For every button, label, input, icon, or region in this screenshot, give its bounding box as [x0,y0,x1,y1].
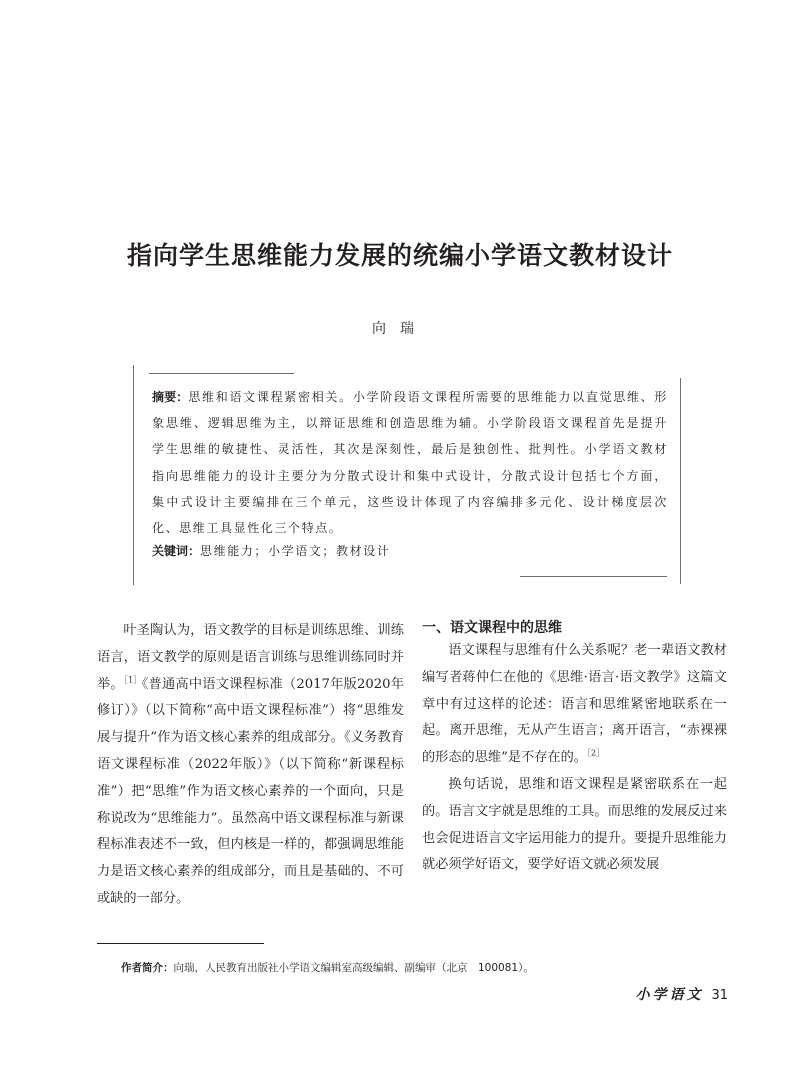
footnote-label: 作者简介： [121,962,174,974]
abstract-right-rule [680,378,681,584]
footnote-rule [97,943,264,944]
page-footer [635,984,728,1004]
left-column [97,618,404,913]
citation-1: ［1］ [123,675,142,685]
journal-name: 小学语文 [635,987,704,1003]
citation-2: ［2］ [587,748,605,758]
abstract-top-rule [149,373,294,374]
page-number: 31 [711,988,728,1003]
abstract-block [152,384,668,541]
abstract-left-rule [133,365,134,585]
keywords-text: 思维能力；小学语文；教材设计 [200,544,391,558]
abstract-label: 摘要： [152,390,189,404]
right-column [422,618,727,879]
intro-paragraph [97,618,404,913]
footnote-text: 向瑞，人民教育出版社小学语文编辑室高级编辑、副编审（北京 100081）。 [173,962,534,974]
section-text-a: 语文课程与思维有什么关系呢？老一辈语文教材编写者蒋仲仁在他的《思维·语言·语文教学》这篇文章中有过这样的论述：语言和思维紧密地联系在一起。离开思维，无从产生语言；离开语言，“赤裸裸的形态的思维”是不存在的。 [422,643,727,766]
abstract-bottom-rule [520,576,667,577]
author-footnote [121,960,534,976]
section-heading: 一、语文课程中的思维 [422,620,562,636]
article-title: 指向学生思维能力发展的统编小学语文教材设计 [126,241,673,270]
section-paragraph-1 [422,638,727,772]
intro-text-a: 叶圣陶认为，语文教学的目标是训练思维、训练语言，语文教学的原则是语言训练与思维训练同时并举。 [97,623,404,692]
author-name: 向瑞 [372,321,428,337]
section-paragraph-2: 换句话说，思维和语文课程是紧密联系在一起的。语言文字就是思维的工具。而思维的发展反过来也会促进语言文字运用能力的提升。要提升思维能力就必须学好语文，要学好语文就必须发展 [422,776,727,873]
keywords-label: 关键词： [152,544,201,558]
intro-text-b: 《普通高中语文课程标准（2017年版2020年修订）》（以下简称“高中语文课程标准”）将“思维发展与提升”作为语文核心素养的组成部分。《义务教育语文课程标准（2022年版）》（以下简称“新课程标准”）把“思维”作为语文核心素养的一个面向，只是称说改为“思维能力”。虽然高中语文课程标准与新课程标准表述不一致，但内核是一样的，都强调思维能力是语文核心素养的组成部分，而且是基础的、不可或缺的一部分。 [97,676,405,906]
keywords-block [152,540,668,562]
abstract-text: 思维和语文课程紧密相关。小学阶段语文课程所需要的思维能力以直觉思维、形象思维、逻辑思维为主，以辩证思维和创造思维为辅。小学阶段语文课程首先是提升学生思维的敏捷性、灵活性，其次是深刻性，最后是独创性、批判性。小学语文教材指向思维能力的设计主要分为分散式设计和集中式设计，分散式设计包括七个方面，集中式设计主要编排在三个单元，这些设计体现了内容编排多元化、设计梯度层次化、思维工具显性化三个特点。 [152,390,668,536]
